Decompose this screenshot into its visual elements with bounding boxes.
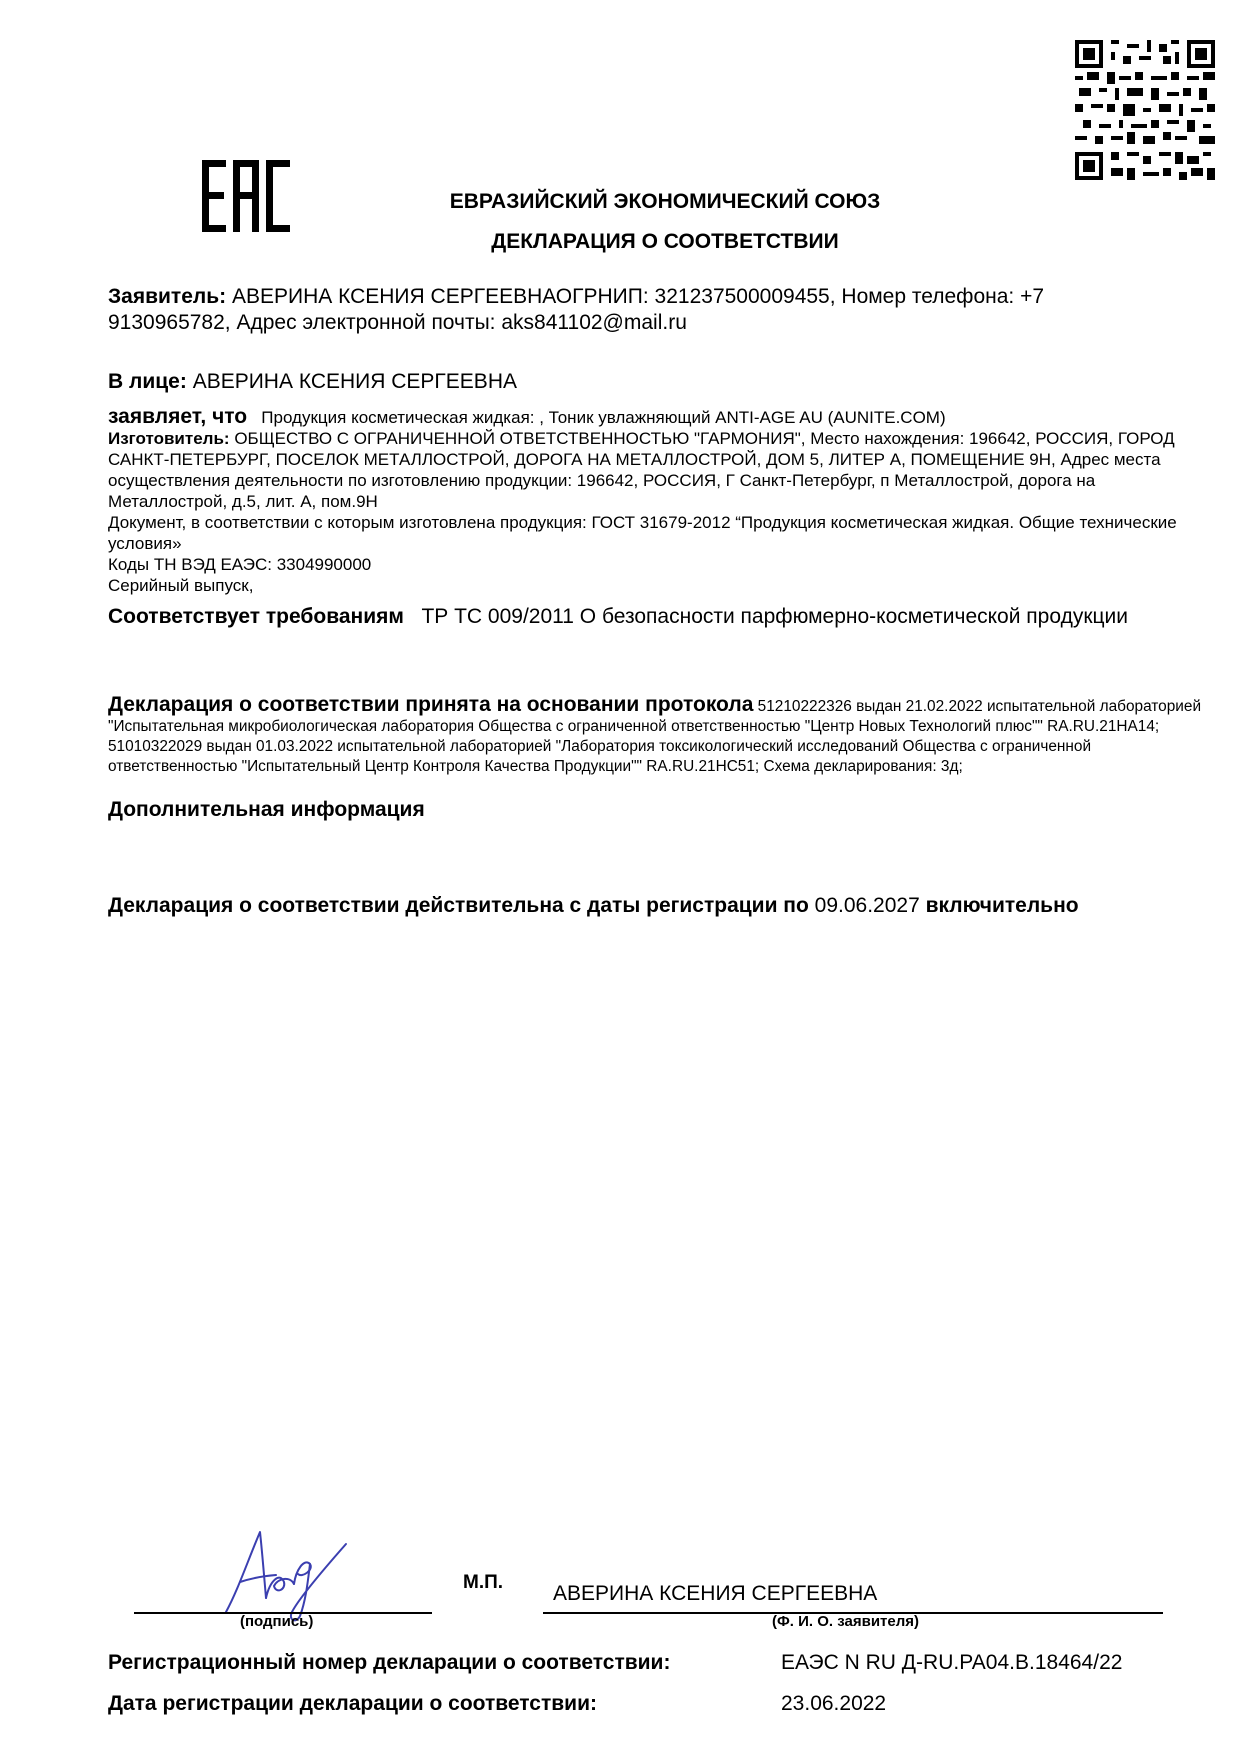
eac-logo-icon: [202, 160, 290, 232]
release-type-text: Серийный выпуск,: [108, 576, 254, 595]
representative-label: В лице:: [108, 370, 187, 393]
registration-date: 23.06.2022: [781, 1692, 887, 1715]
additional-info-label: Дополнительная информация: [108, 798, 425, 821]
union-title: ЕВРАЗИЙСКИЙ ЭКОНОМИЧЕСКИЙ СОЮЗ: [449, 190, 881, 213]
complies-section: [108, 604, 1148, 630]
representative-section: [108, 369, 1148, 395]
validity-section: [108, 893, 1208, 919]
claims-section: [108, 406, 1178, 596]
registration-number: ЕАЭС N RU Д-RU.РА04.В.18464/22: [781, 1651, 1123, 1674]
applicant-fio: АВЕРИНА КСЕНИЯ СЕРГЕЕВНА: [553, 1582, 878, 1605]
applicant-text: АВЕРИНА КСЕНИЯ СЕРГЕЕВНАОГРНИП: 321237500009455, Номер телефона: +7 9130965782, Адрес электронной почты: aks841102@mail.ru: [108, 285, 1045, 334]
manufacturer-label: Изготовитель:: [108, 429, 230, 448]
complies-text: ТР ТС 009/2011 О безопасности парфюмерно-косметической продукции: [421, 605, 1129, 628]
document-title: ДЕКЛАРАЦИЯ О СООТВЕТСТВИИ: [491, 230, 839, 253]
validity-date: 09.06.2027: [814, 894, 920, 917]
claims-label: заявляет, что: [108, 405, 248, 428]
basis-section: [108, 695, 1208, 777]
standard-document-text: Документ, в соответствии с которым изготовлена продукция: ГОСТ 31679-2012 “Продукция косметическая жидкая. Общие технические условия»: [108, 513, 1177, 553]
basis-label: Декларация о соответствии принята на основании протокола: [108, 693, 754, 716]
registration-date-label: Дата регистрации декларации о соответствии:: [108, 1692, 597, 1715]
qr-code-icon: [1075, 40, 1215, 180]
manufacturer-text: ОБЩЕСТВО С ОГРАНИЧЕННОЙ ОТВЕТСТВЕННОСТЬЮ "ГАРМОНИЯ", Место нахождения: 196642, РОССИЯ, ГОРОД САНКТ-ПЕТЕРБУРГ, ПОСЕЛОК МЕТАЛЛОСТРОЙ, ДОРОГА НА МЕТАЛЛОСТРОЙ, ДОМ 5, ЛИТЕР А, ПОМЕЩЕНИЕ 9Н, Адрес места осуществления деятельности по изготовлению продукции: 196642, РОССИЯ, Г Санкт-Петербург, п Металлострой, дорога на Металлострой, д.5, лит. А, пом.9Н: [108, 429, 1175, 511]
validity-prefix: Декларация о соответствии действительна с даты регистрации по: [108, 894, 809, 917]
validity-suffix: включительно: [925, 894, 1079, 917]
fio-caption: (Ф. И. О. заявителя): [772, 1613, 920, 1630]
registration-number-label: Регистрационный номер декларации о соответствии:: [108, 1651, 671, 1674]
hs-codes-text: Коды ТН ВЭД ЕАЭС: 3304990000: [108, 555, 372, 574]
stamp-label: М.П.: [463, 1572, 504, 1593]
basis-text: 51210222326 выдан 21.02.2022 испытательной лабораторией "Испытательная микробиологическая лаборатория Общества с ограниченной ответственностью "Центр Новых Технологий плюс"" RA.RU.21НА14; 51010322029 выдан 01.03.2022 испытательной лабораторией "Лаборатория токсикологический исследований Общества с ограниченной ответственностью "Испытательный Центр Контроля Качества Продукции"" RA.RU.21НС51; Схема декларирования: 3д;: [108, 698, 1202, 775]
signature-caption: (подпись): [240, 1613, 314, 1630]
product-text: Продукция косметическая жидкая: , Тоник увлажняющий ANTI-AGE AU (AUNITE.COM): [261, 408, 946, 427]
representative-text: АВЕРИНА КСЕНИЯ СЕРГЕЕВНА: [192, 370, 517, 393]
applicant-label: Заявитель:: [108, 285, 227, 308]
applicant-section: [108, 284, 1148, 336]
complies-label: Соответствует требованиям: [108, 605, 404, 628]
